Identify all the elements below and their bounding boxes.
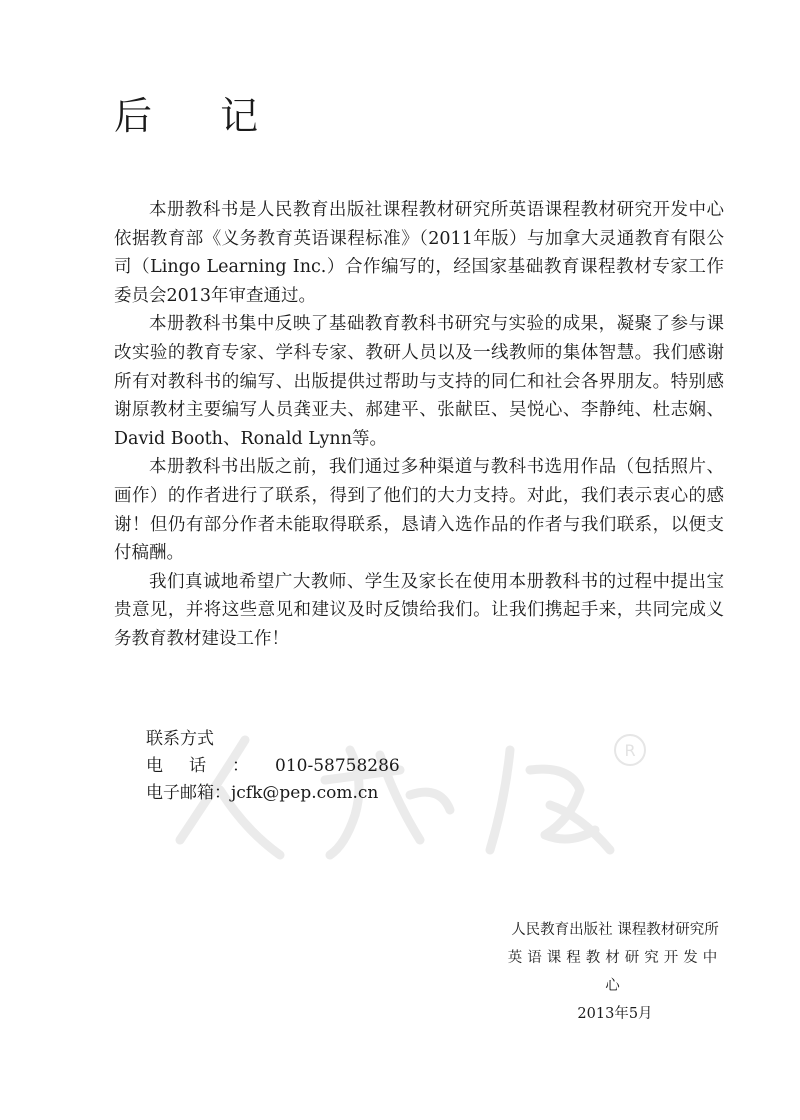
paragraph-1: 本册教科书是人民教育出版社课程教材研究所英语课程教材研究开发中心依据教育部《义务教育英语课程标准》（2011年版）与加拿大灵通教育有限公司（Lingo Learning Inc.）合作编写的，经国家基础教育课程教材专家工作委员会2013年审查通过。 <box>114 200 724 306</box>
email-value[interactable]: jcfk@pep.com.cn <box>231 783 379 803</box>
signature-line-1: 人民教育出版社 课程教材研究所 <box>511 922 719 938</box>
signature-line-2: 英语课程教材研究开发中心 <box>507 950 723 994</box>
phone-value: 010-58758286 <box>275 756 400 776</box>
publisher-signature <box>504 916 726 1028</box>
paragraph-3: 本册教科书出版之前，我们通过多种渠道与教科书选用作品（包括照片、画作）的作者进行了联系，得到了他们的大力支持。对此，我们表示衷心的感谢！但仍有部分作者未能取得联系，恳请入选作品的作者与我们联系，以便支付稿酬。 <box>114 457 724 564</box>
phone-row <box>146 753 400 780</box>
paragraph-2: 本册教科书集中反映了基础教育教科书研究与实验的成果，凝聚了参与课改实验的教育专家、学科专家、教研人员以及一线教师的集体智慧。我们感谢所有对教科书的编写、出版提供过帮助与支持的同仁和社会各界朋友。特别感谢原教材主要编写人员龚亚夫、郝建平、张献臣、吴悦心、李静纯、杜志娴、David Booth、Ronald Lynn等。 <box>114 314 724 449</box>
page-title: 后 记 <box>114 94 287 138</box>
signature-date: 2013年5月 <box>577 1006 653 1022</box>
email-label: 电子邮箱： <box>146 783 231 803</box>
contact-heading: 联系方式 <box>146 729 214 749</box>
paragraph-4: 我们真诚地希望广大教师、学生及家长在使用本册教科书的过程中提出宝贵意见，并将这些意见和建议及时反馈给我们。让我们携起手来，共同完成义务教育教材建设工作！ <box>114 571 724 649</box>
svg-text:R: R <box>624 741 636 760</box>
afterword-body <box>114 196 724 654</box>
phone-label: 电话： <box>146 756 275 776</box>
contact-info <box>146 726 400 807</box>
email-row <box>146 780 400 807</box>
